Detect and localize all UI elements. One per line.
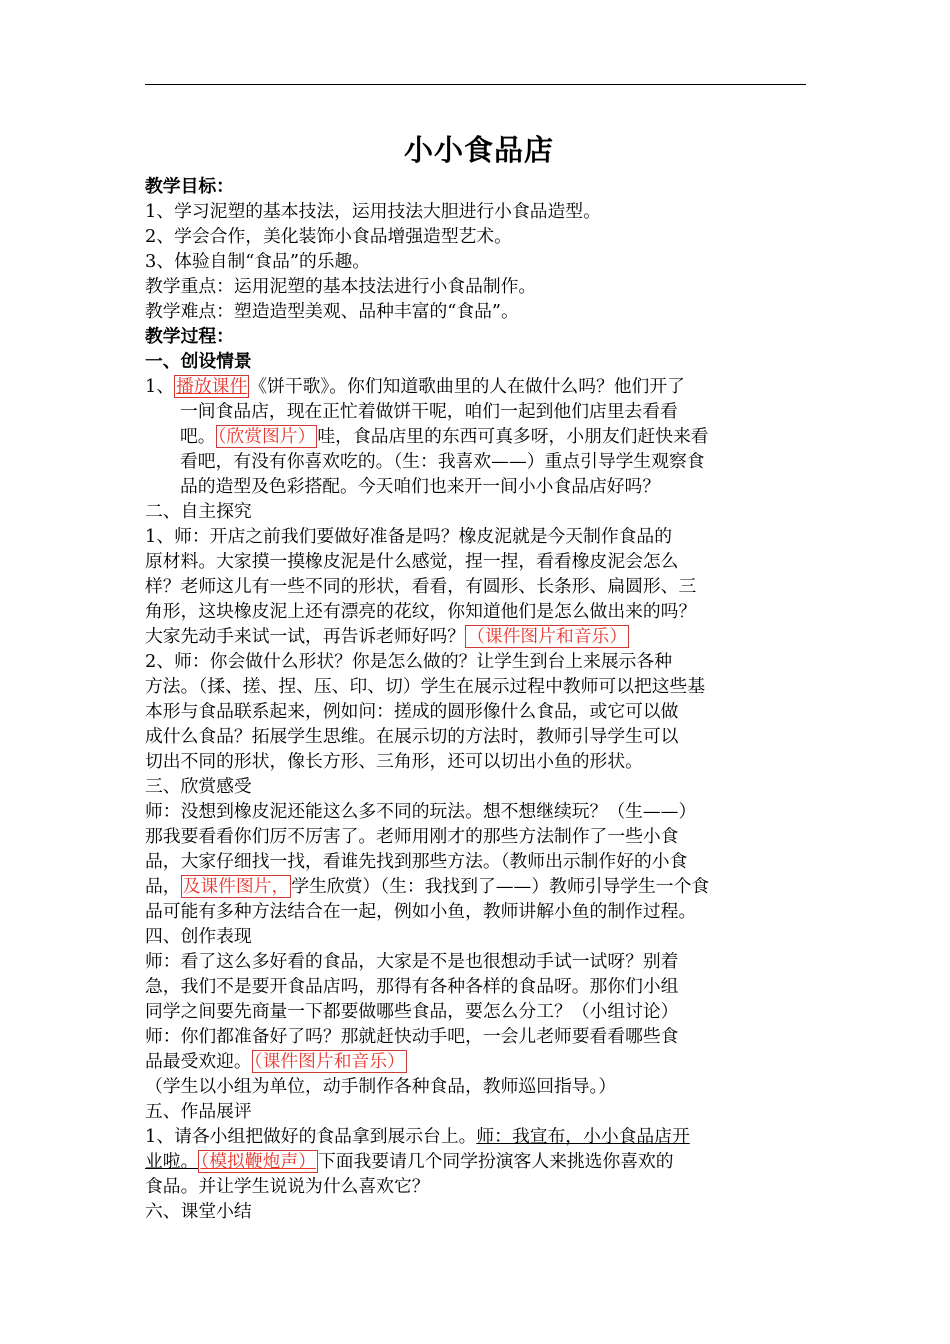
paragraph-line: 本形与食品联系起来，例如问：搓成的圆形像什么食品，或它可以做 <box>145 701 679 722</box>
paragraph-line: 吧。 （欣赏图片） 哇，食品店里的东西可真多呀，小朋友们赶快来看 <box>180 426 709 447</box>
objective-1: 1、学习泥塑的基本技法，运用技法大胆进行小食品造型。 <box>145 201 601 222</box>
header-rule <box>145 84 806 85</box>
paragraph-line: 师：看了这么多好看的食品，大家是不是也很想动手试一试呀？别着 <box>145 951 679 972</box>
courseware-note: 播放课件 <box>176 376 248 397</box>
courseware-note: （模拟鞭炮声） <box>200 1151 316 1172</box>
paragraph-line: 看吧，有没有你喜欢吃的。（生：我喜欢——）重点引导学生观察食 <box>180 451 705 472</box>
objective-3: 3、体验自制“食品”的乐趣。 <box>145 251 371 272</box>
paragraph-line: 1、请各小组把做好的食品拿到展示台上。师：我宣布，小小食品店开 <box>145 1126 690 1147</box>
paragraph-line: 成什么食品？拓展学生思维。在展示切的方法时，教师引导学生可以 <box>145 726 679 747</box>
document-title: 小小食品店 <box>403 133 554 167</box>
document-body <box>145 128 813 1224</box>
paragraph-line: 品最受欢迎。 （课件图片和音乐） <box>145 1051 405 1072</box>
paragraph-line: 师：没想到橡皮泥还能这么多不同的玩法。想不想继续玩？（生——） <box>145 801 697 822</box>
courseware-note: （欣赏图片） <box>217 426 316 447</box>
difficulty: 教学难点：塑造造型美观、品种丰富的“食品”。 <box>145 301 519 322</box>
paragraph-line: 大家先动手来试一试，再告诉老师好吗？ （课件图片和音乐） <box>145 626 628 647</box>
heading-objectives: 教学目标： <box>145 176 234 197</box>
key-point: 教学重点：运用泥塑的基本技法进行小食品制作。 <box>145 276 537 297</box>
section-3-heading: 三、欣赏感受 <box>145 776 252 797</box>
section-5-heading: 五、作品展评 <box>145 1101 252 1122</box>
paragraph-line: 切出不同的形状，像长方形、三角形，还可以切出小鱼的形状。 <box>145 751 643 772</box>
objective-2: 2、学会合作，美化装饰小食品增强造型艺术。 <box>145 226 512 247</box>
paragraph-line: 同学之间要先商量一下都要做哪些食品，要怎么分工？（小组讨论） <box>145 1001 679 1022</box>
section-1-heading: 一、创设情景 <box>145 351 252 372</box>
paragraph-line: 品，大家仔细找一找，看谁先找到那些方法。（教师出示制作好的小食 <box>145 851 688 872</box>
courseware-note: 及课件图片， <box>182 876 290 897</box>
paragraph-line: 师：你们都准备好了吗？那就赶快动手吧，一会儿老师要看看哪些食 <box>145 1026 679 1047</box>
paragraph-line: 原材料。大家摸一摸橡皮泥是什么感觉，捏一捏，看看橡皮泥会怎么 <box>145 551 679 572</box>
courseware-note: （课件图片和音乐） <box>467 626 628 647</box>
paragraph-line: 品可能有多种方法结合在一起，例如小鱼，教师讲解小鱼的制作过程。 <box>145 901 697 922</box>
paragraph-line: 一间食品店，现在正忙着做饼干呢，咱们一起到他们店里去看看 <box>180 401 678 422</box>
paragraph-line: 业啦。 （模拟鞭炮声） 下面我要请几个同学扮演客人来挑选你喜欢的 <box>145 1151 674 1172</box>
paragraph-line: 样？老师这儿有一些不同的形状，看看，有圆形、长条形、扁圆形、三 <box>145 576 697 597</box>
paragraph-line: 1、 播放课件 《饼干歌》。你们知道歌曲里的人在做什么吗？他们开了 <box>145 376 685 397</box>
paragraph-line: 方法。（揉、搓、捏、压、印、切）学生在展示过程中教师可以把这些基 <box>145 676 706 697</box>
paragraph-line: 品， 及课件图片， 学生欣赏）（生：我找到了——）教师引导学生一个食 <box>145 876 710 897</box>
section-6-heading: 六、课堂小结 <box>145 1201 252 1222</box>
section-2-heading: 二、自主探究 <box>145 501 252 522</box>
paragraph-line: （学生以小组为单位，动手制作各种食品，教师巡回指导。） <box>145 1076 617 1097</box>
paragraph-line: 2、师：你会做什么形状？你是怎么做的？让学生到台上来展示各种 <box>145 651 672 672</box>
paragraph-line: 角形，这块橡皮泥上还有漂亮的花纹，你知道他们是怎么做出来的吗？ <box>145 601 697 622</box>
paragraph-line: 食品。并让学生说说为什么喜欢它？ <box>145 1176 430 1197</box>
paragraph-line: 那我要看看你们厉不厉害了。老师用刚才的那些方法制作了一些小食 <box>145 826 679 847</box>
heading-process: 教学过程： <box>145 326 234 347</box>
paragraph-line: 急，我们不是要开食品店吗，那得有各种各样的食品呀。那你们小组 <box>145 976 679 997</box>
paragraph-line: 品的造型及色彩搭配。今天咱们也来开一间小小食品店好吗？ <box>180 476 661 497</box>
courseware-note: （课件图片和音乐） <box>253 1051 405 1072</box>
section-4-heading: 四、创作表现 <box>145 926 252 947</box>
paragraph-line: 1、师：开店之前我们要做好准备是吗？橡皮泥就是今天制作食品的 <box>145 526 672 547</box>
